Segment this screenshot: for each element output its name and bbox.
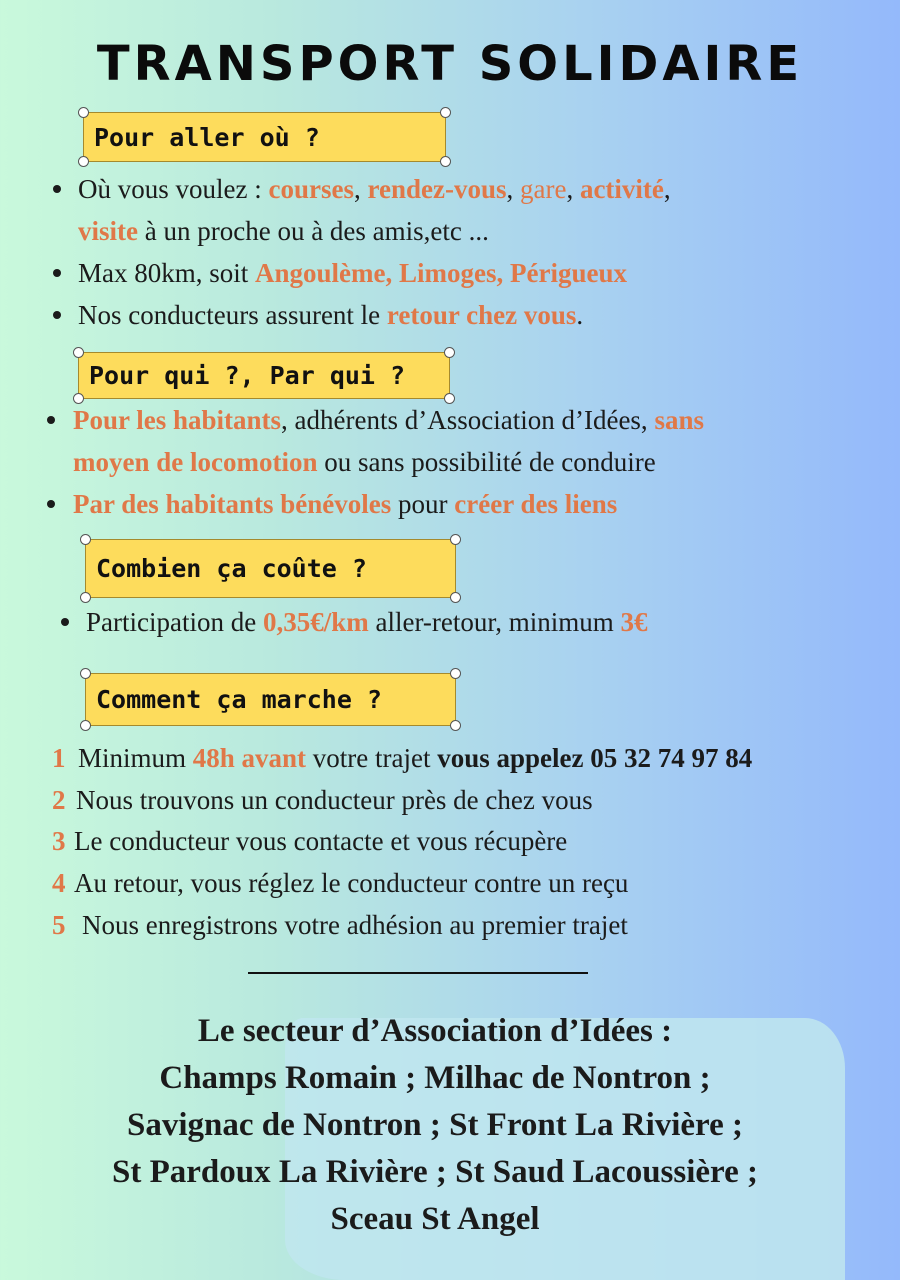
where-line-4: Nos conducteurs assurent le retour chez vous. <box>78 300 584 330</box>
sector-line: Sceau St Angel <box>330 1201 540 1237</box>
heading-cost <box>85 539 456 598</box>
step-5: 5 Nous enregistrons votre adhésion au premier trajet <box>52 910 628 940</box>
heading-cost-label: Combien ça coûte ? <box>96 554 367 583</box>
sector-line: St Pardoux La Rivière ; St Saud Lacoussière ; <box>112 1154 758 1190</box>
divider <box>248 972 588 974</box>
cost-line-1: Participation de 0,35€/km aller-retour, minimum 3€ <box>86 607 648 637</box>
where-line-2: visite à un proche ou à des amis,etc ... <box>78 216 489 246</box>
heading-who-label: Pour qui ?, Par qui ? <box>89 361 406 390</box>
heading-how-label: Comment ça marche ? <box>96 685 382 714</box>
where-line-3: Max 80km, soit Angoulème, Limoges, Périgueux <box>78 258 627 288</box>
bullet-dot <box>47 500 55 508</box>
heading-who <box>78 352 450 399</box>
heading-where <box>83 112 446 162</box>
step-4: 4 Au retour, vous réglez le conducteur contre un reçu <box>52 868 629 898</box>
bullet-dot <box>61 618 69 626</box>
bullet-dot <box>53 311 61 319</box>
who-line-3: Par des habitants bénévoles pour créer des liens <box>73 489 618 519</box>
step-1: 1 Minimum 48h avant votre trajet vous appelez 05 32 74 97 84 <box>52 743 753 773</box>
step-2: 2 Nous trouvons un conducteur près de chez vous <box>52 785 593 815</box>
where-line-1: Où vous voulez : courses, rendez-vous, gare, activité, <box>78 174 671 204</box>
bullet-dot <box>47 416 55 424</box>
bullet-dot <box>53 185 61 193</box>
sector-line: Le secteur d’Association d’Idées : <box>197 1013 673 1049</box>
step-3: 3 Le conducteur vous contacte et vous récupère <box>52 826 568 856</box>
page-title: TRANSPORT SOLIDAIRE <box>96 36 804 92</box>
sector-block <box>0 1008 870 1243</box>
sector-line: Savignac de Nontron ; St Front La Rivière ; <box>127 1107 743 1143</box>
bullet-dot <box>53 269 61 277</box>
heading-how <box>85 673 456 726</box>
heading-where-label: Pour aller où ? <box>94 122 320 152</box>
sector-line: Champs Romain ; Milhac de Nontron ; <box>159 1060 711 1096</box>
who-line-2: moyen de locomotion ou sans possibilité de conduire <box>73 447 656 477</box>
who-line-1: Pour les habitants, adhérents d’Association d’Idées, sans <box>73 405 704 435</box>
